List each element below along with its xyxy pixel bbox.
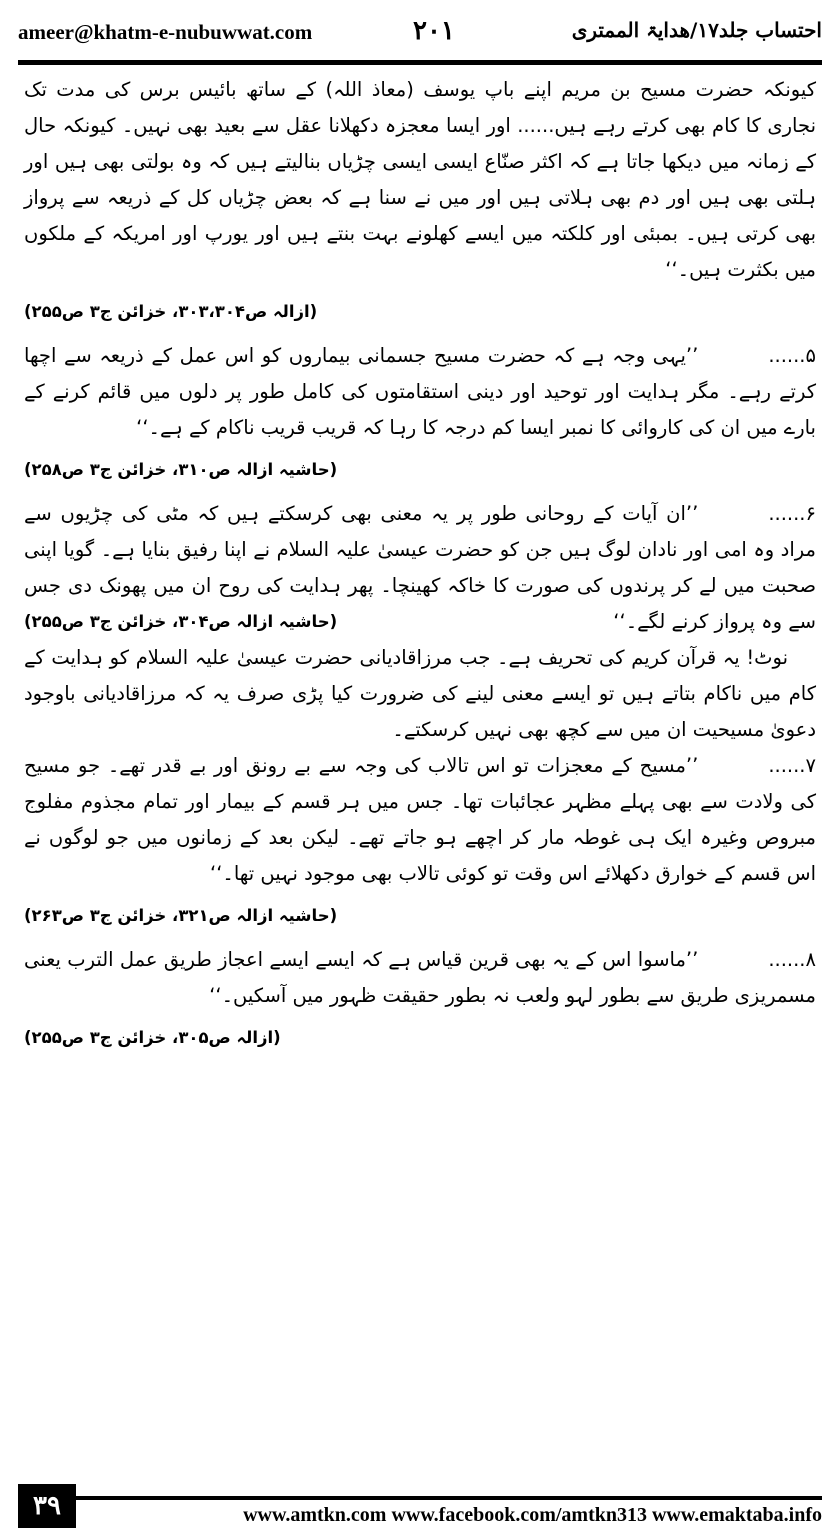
paragraph-6-text: ’’ان آیات کے روحانی طور پر یہ معنی بھی کرسکتے ہیں کہ مٹی کی چڑیوں سے مراد وہ امی اور نادان لوگ ہیں جن کو حضرت عیسیٰ علیہ السلام نے اپنا رفیق بنایا ہے۔ گویا اپنی صحبت میں لے کر پرندوں کی صورت کا خاکہ کھینچا۔ پھر ہدایت کی روح ان میں پھونک دی جس سے وہ پرواز کرنے لگے۔‘‘ (24, 502, 816, 633)
page-header (18, 16, 822, 52)
item-number-6: ۶...... (768, 502, 816, 525)
reference-5: (حاشیہ ازالہ ص۳۱۰، خزائن ج۳ ص۲۵۸) (24, 460, 338, 479)
reference-8: (ازالہ ص۳۰۵، خزائن ج۳ ص۲۵۵) (24, 1028, 281, 1047)
paragraph-6 (24, 496, 816, 640)
reference-7: (حاشیہ ازالہ ص۳۲۱، خزائن ج۳ ص۲۶۳) (24, 906, 338, 925)
paragraph-1: کیونکہ حضرت مسیح بن مریم اپنے باپ یوسف (معاذ اللہ) کے ساتھ بائیس برس کی مدت تک نجاری کا کام بھی کرتے رہے ہیں...... اور ایسا معجزہ دکھلانا عقل سے بعید بھی نہیں۔ کیونکہ حال کے زمانہ میں دیکھا جاتا ہے کہ اکثر صنّاع ایسی ایسی چڑیاں بنالیتے ہیں کہ وہ بولتی بھی ہیں اور ہلتی بھی ہیں اور دم بھی ہلاتی ہیں اور میں نے سنا ہے کہ بعض چڑیاں کل کے ذریعہ سے پرواز بھی کرتی ہیں۔ بمبئی اور کلکتہ میں ایسے کھلونے بہت بنتے ہیں اور یورپ اور امریکہ کے ملکوں میں بکثرت ہیں۔‘‘ (24, 78, 816, 281)
paragraph-5 (24, 338, 816, 446)
item-number-8: ۸...... (768, 948, 816, 971)
paragraph-7-text: ’’مسیح کے معجزات تو اس تالاب کی وجہ سے بے رونق اور بے قدر تھے۔ جو مسیح کی ولادت سے بھی پہلے مظہر عجائبات تھا۔ جس میں ہر قسم کے بیمار اور تمام مجذوم مفلوج مبروص وغیرہ ایک ہی غوطہ مار کر اچھے ہو جاتے تھے۔ لیکن بعد کے زمانوں میں جو لوگوں نے اس قسم کے خوارق دکھلائے اس وقت تو کوئی تالاب بھی موجود نہیں تھا۔‘‘ (24, 754, 816, 885)
page-body (24, 72, 816, 1064)
paragraph-5-text: ’’یہی وجہ ہے کہ حضرت مسیح جسمانی بیماروں کو اس عمل کے ذریعہ سے اچھا کرتے رہے۔ مگر ہدایت اور توحید اور دینی استقامتوں کی کامل طور پر دلوں میں قائم کرنے کے بارے میں ان کی کاروائی کا نمبر ایسا کم درجہ کا رہا کہ قریب قریب ناکام کے ہے۔‘‘ (24, 344, 816, 439)
header-book-title: احتساب جلد۱۷/ھدایۃ الممتری (571, 18, 822, 42)
item-number-7: ۷...... (768, 754, 816, 777)
item-number-5: ۵...... (768, 344, 816, 367)
footer-page-number: ۳۹ (18, 1484, 76, 1528)
paragraph-8 (24, 942, 816, 1014)
paragraph-8-text: ’’ماسوا اس کے یہ بھی قرین قیاس ہے کہ ایسے ایسے اعجاز طریق عمل الترب یعنی مسمریزی طریق سے بطور لہو ولعب نہ بطور حقیقت ظہور میں آسکیں۔‘‘ (24, 948, 816, 1007)
footer-urls: www.amtkn.com www.facebook.com/amtkn313 www.emaktaba.info (243, 1504, 822, 1526)
header-email: ameer@khatm-e-nubuwwat.com (18, 20, 313, 44)
header-rule (18, 60, 822, 65)
paragraph-7 (24, 748, 816, 892)
footer-rule (76, 1496, 822, 1500)
reference-1: (ازالہ ص۳۰۳،۳۰۴، خزائن ج۳ ص۲۵۵) (24, 302, 318, 321)
header-page-number: ۲۰۱ (413, 16, 455, 46)
reference-6: (حاشیہ ازالہ ص۳۰۴، خزائن ج۳ ص۲۵۵) (24, 612, 338, 631)
page-footer (18, 1484, 822, 1528)
note-paragraph: نوٹ! یہ قرآن کریم کی تحریف ہے۔ جب مرزاقادیانی حضرت عیسیٰ علیہ السلام کو ہدایت کے کام میں ناکام بتاتے ہیں تو ایسے معنی لینے کی ضرورت کیا پڑی صرف یہ کہ مرزاقادیانی باوجود دعویٰ مسیحیت ان میں سے کچھ بھی نہیں کرسکتے۔ (24, 646, 816, 741)
